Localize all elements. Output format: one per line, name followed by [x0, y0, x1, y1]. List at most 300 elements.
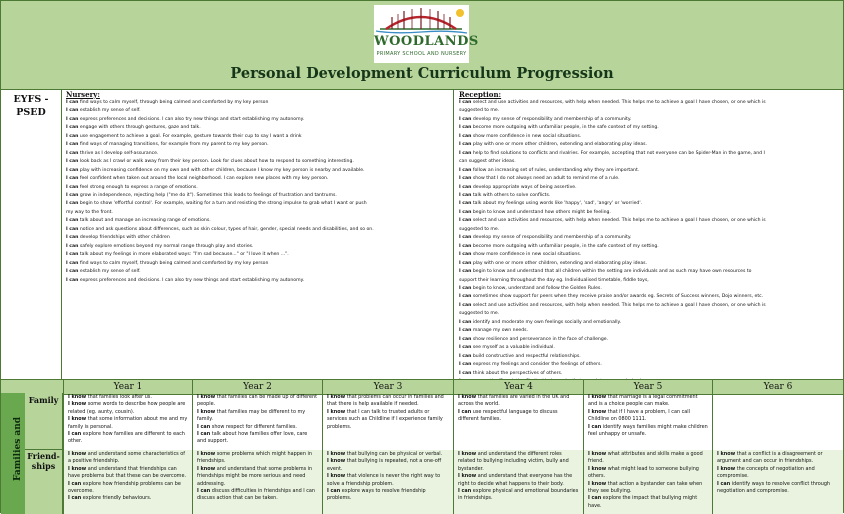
statement-text: find ways of managing transitions, for example from my parent to my key person.	[78, 142, 269, 148]
nursery-statement	[66, 217, 449, 225]
grid-cell-year-6	[712, 450, 843, 514]
statement-lead: I can	[459, 201, 472, 207]
cell-statement	[458, 451, 579, 473]
statement-lead: I can	[459, 142, 472, 148]
statement-text: find ways to calm myself, through being calmed and comforted by my key person	[78, 100, 269, 105]
friendships-row-label: Friend-ships	[27, 451, 60, 471]
cell-statement	[197, 424, 318, 431]
statement-text: establish my sense of self.	[78, 108, 141, 114]
cell-statement	[717, 466, 839, 481]
reception-statements	[459, 99, 839, 386]
statement-lead: I know	[588, 480, 607, 487]
cell-statement	[588, 481, 708, 496]
statement-lead: I know	[327, 451, 346, 457]
reception-statement	[459, 268, 839, 276]
statement-text: begin to know and understand that all children within the setting are individuals and as such may have own resources to	[471, 269, 752, 275]
cell-statement	[68, 495, 188, 502]
statement-lead: I can	[459, 294, 472, 300]
reception-statement	[459, 158, 839, 166]
statement-text: explore physical and emotional boundaries in friendships.	[458, 488, 579, 502]
statement-text: that bullying is repeated, not a one-off event.	[327, 458, 442, 472]
nursery-statement	[66, 268, 449, 276]
grid-cell-year-2	[192, 450, 322, 514]
reception-statement	[459, 107, 839, 115]
statement-lead: I can	[459, 269, 472, 275]
grid-cell-year-5	[583, 450, 712, 514]
statement-text: develop my sense of responsibility and membership of a community.	[471, 235, 632, 241]
statement-text: that families may be different to my family.	[197, 408, 306, 423]
statement-lead: I know	[68, 465, 87, 472]
nursery-statement	[66, 209, 449, 217]
statement-lead: I can	[458, 488, 472, 495]
statement-text: that action a bystander can take when they see bullying.	[588, 480, 703, 495]
statement-text: that families are varied in the UK and across the world.	[458, 394, 570, 408]
reception-statement	[459, 260, 839, 268]
page-title: Personal Development Curriculum Progression	[230, 65, 614, 82]
statement-text: express preferences and decisions. I can also try new things and start establishing my autonomy.	[78, 116, 305, 122]
statement-text: show more confidence in new social situations.	[471, 252, 582, 258]
statement-lead: I can	[459, 184, 472, 190]
statement-text: use engagement to achieve a goal. For example, gesture towards their cup to say I want a drink	[78, 133, 302, 139]
statement-lead: I know	[197, 451, 216, 457]
statement-lead: I can	[66, 269, 79, 275]
statement-text: grow in independence, rejecting help ("me do it"). Sometimes this leads to feelings of frustration and tantrums.	[78, 192, 337, 198]
cell-statement	[588, 495, 708, 510]
reception-statement	[459, 285, 839, 293]
statement-lead: I can	[459, 133, 472, 139]
statement-text: that violence is never the right way to solve a friendship problem.	[327, 473, 441, 487]
statement-text: identify ways families might make children feel unhappy or unsafe.	[588, 423, 708, 438]
reception-statement	[459, 361, 839, 369]
reception-statement	[459, 99, 839, 107]
statement-text: express preferences and decisions. I can also try new things and start establishing my autonomy.	[78, 277, 305, 283]
cell-statement	[458, 409, 579, 424]
cell-statement	[197, 409, 318, 424]
nursery-statement	[66, 200, 449, 208]
eyfs-label: EYFS - PSED	[13, 94, 49, 118]
statement-text: safely explore emotions beyond my normal range through play and stories.	[78, 243, 254, 249]
school-name: WOODLANDS	[374, 34, 479, 49]
statement-lead: I can	[459, 150, 472, 156]
statement-text: and understand that some problems in friendships might be more serious and need addressing.	[197, 465, 313, 487]
statement-text: suggested to me.	[459, 226, 500, 232]
statement-text: build constructive and respectful relationships.	[471, 353, 581, 359]
statement-text: some problems which might happen in friendships.	[197, 451, 312, 465]
cell-statement	[327, 451, 449, 458]
statement-lead: I can	[459, 370, 472, 376]
cell-statement	[458, 473, 579, 488]
statement-text: see myself as a valuable individual.	[471, 345, 555, 351]
statement-lead: I can	[197, 431, 211, 438]
statement-text: support their learning throughout the day eg. Individualised timetable, fiddle toys,	[459, 277, 649, 283]
statement-text: begin to know and understand how others might be feeling.	[471, 209, 611, 215]
reception-statement	[459, 141, 839, 149]
statement-lead: I can	[459, 336, 472, 342]
statement-text: explore friendly behaviours.	[81, 495, 152, 502]
nursery-statement	[66, 277, 449, 285]
statement-text: play with one or more other children, extending and elaborating play ideas.	[471, 142, 648, 148]
cell-statement	[197, 488, 318, 503]
statement-text: that bullying can be physical or verbal.	[345, 451, 443, 457]
nursery-statement	[66, 150, 449, 158]
reception-statement	[459, 209, 839, 217]
statement-lead: I can	[459, 243, 472, 249]
statement-text: use respectful language to discuss different families.	[458, 408, 558, 423]
statement-text: develop my sense of responsibility and membership of a community.	[471, 116, 632, 122]
statement-text: become more outgoing with unfamiliar people, in the safe context of my setting.	[471, 125, 659, 131]
statement-lead: I can	[459, 362, 472, 368]
grid-cell-year-2	[192, 393, 322, 450]
statement-text: begin to know, understand and follow the Golden Rules.	[471, 285, 602, 291]
grid-cell-year-1	[63, 393, 192, 450]
statement-lead: I know	[588, 408, 607, 415]
statement-lead: I can	[588, 423, 602, 430]
year-3-header: Year 3	[322, 380, 453, 394]
reception-statement	[459, 319, 839, 327]
statement-text: select and use activities and resources, with help when needed. This helps me to achieve a goal I have chosen, or one which is	[471, 100, 766, 105]
statement-text: begin to show 'effortful control'. For example, waiting for a turn and resisting the strong impulse to grab what I want or push	[78, 201, 367, 207]
cell-statement	[68, 481, 188, 496]
statement-lead: I can	[327, 488, 341, 495]
statement-text: discuss difficulties in friendships and I can discuss action that can be taken.	[197, 488, 316, 502]
statement-text: establish my sense of self.	[78, 269, 141, 275]
statement-lead: I can	[459, 116, 472, 122]
statement-text: that families look after us.	[86, 394, 152, 400]
statement-lead: I can	[66, 133, 79, 139]
statement-lead: I know	[197, 465, 216, 472]
cell-statement	[717, 451, 839, 466]
statement-lead: I know	[588, 394, 607, 400]
statement-lead: I can	[66, 235, 79, 241]
cell-statement	[197, 394, 318, 409]
reception-statement	[459, 133, 839, 141]
statement-lead: I can	[66, 201, 79, 207]
statement-lead: I know	[327, 458, 346, 465]
statement-text: show resilience and perseverance in the face of challenge.	[471, 336, 609, 342]
statement-lead: I know	[197, 394, 216, 400]
cell-statement	[327, 488, 449, 503]
reception-statement	[459, 277, 839, 285]
statement-lead: I can	[459, 328, 472, 334]
reception-statement	[459, 184, 839, 192]
statement-lead: I can	[459, 285, 472, 291]
statement-lead: I know	[68, 416, 87, 423]
reception-statement	[459, 251, 839, 259]
statement-lead: I can	[459, 209, 472, 215]
nursery-heading: Nursery:	[66, 90, 100, 99]
statement-text: talk about my feelings using words like 'happy', 'sad', 'angry' or 'worried'.	[471, 201, 643, 207]
reception-statement	[459, 370, 839, 378]
friendships-row-label-cell	[25, 450, 63, 514]
statement-text: that if I have a problem, I can call Childline on 0800 1111.	[588, 408, 691, 423]
statement-text: and understand that everyone has the right to decide what happens to their body.	[458, 473, 573, 487]
cell-statement	[327, 394, 449, 409]
statement-lead: I can	[66, 184, 79, 190]
friendships-row	[63, 450, 843, 514]
statement-text: that marriage is a legal commitment and is a choice people can make.	[588, 394, 698, 408]
statement-text: that I can talk to trusted adults or services such as Childline if I experience family problems.	[327, 408, 443, 430]
reception-heading: Reception:	[459, 90, 502, 99]
nursery-statement	[66, 234, 449, 242]
statement-text: talk about how families offer love, care and support.	[197, 431, 308, 445]
cell-statement	[68, 451, 188, 466]
nursery-statement	[66, 141, 449, 149]
statement-text: suggested to me.	[459, 311, 500, 317]
statement-lead: I can	[459, 100, 472, 105]
statement-text: and understand some characteristics of a positive friendship.	[68, 451, 185, 465]
statement-lead: I can	[66, 108, 79, 114]
nursery-statement	[66, 167, 449, 175]
reception-statement	[459, 293, 839, 301]
nursery-statement	[66, 184, 449, 192]
grid-cell-year-6	[712, 393, 843, 450]
statement-lead: I can	[459, 176, 472, 182]
statement-lead: I can	[66, 218, 79, 224]
statement-text: show respect for different families.	[210, 423, 297, 430]
statement-text: suggested to me.	[459, 108, 500, 114]
statement-text: explore ways to resolve friendship problems.	[327, 488, 426, 502]
nursery-statement	[66, 260, 449, 268]
statement-lead: I can	[197, 423, 211, 430]
nursery-statements	[66, 99, 449, 285]
year-5-header: Year 5	[583, 380, 712, 394]
statement-text: talk with others to solve conflicts.	[471, 192, 551, 198]
reception-statement	[459, 175, 839, 183]
statement-text: play with increasing confidence on my own and with other children, because I know my key person is nearby and available.	[78, 167, 365, 173]
statement-lead: I know	[68, 394, 87, 400]
nursery-statement	[66, 175, 449, 183]
statement-lead: I can	[459, 319, 472, 325]
reception-statement	[459, 344, 839, 352]
statement-lead: I can	[68, 431, 82, 438]
statement-text: what attributes and skills make a good friend.	[588, 451, 703, 465]
statement-lead: I can	[66, 159, 79, 165]
nursery-statement	[66, 107, 449, 115]
statement-text: develop friendships with other children	[78, 235, 170, 241]
statement-lead: I know	[327, 408, 346, 415]
year-4-header: Year 4	[453, 380, 583, 394]
statement-text: select and use activities and resources, with help when needed. This helps me to achieve a goal I have chosen, or one which is	[471, 302, 766, 308]
statement-text: play with one or more other children, extending and elaborating play ideas.	[471, 260, 648, 266]
statement-text: think about the perspectives of others.	[471, 370, 563, 376]
statement-lead: I know	[458, 451, 477, 457]
grid-cell-year-4	[453, 450, 583, 514]
statement-lead: I can	[459, 353, 472, 359]
reception-statement	[459, 310, 839, 318]
statement-text: feel confident when taken out around the local neighborhood. I can explore new places with my key person.	[78, 176, 329, 182]
statement-text: and understand that friendships can have problems but that these can be overcome.	[68, 465, 187, 480]
nursery-statement	[66, 243, 449, 251]
statement-lead: I can	[66, 142, 79, 148]
statement-lead: I can	[66, 150, 79, 156]
statement-text: explore how friendship problems can be overcome.	[68, 480, 181, 495]
statement-lead: I know	[588, 465, 607, 472]
statement-text: express my feelings and consider the feelings of others.	[471, 362, 602, 368]
cell-statement	[588, 466, 708, 481]
grid-cell-year-4	[453, 393, 583, 450]
school-subtitle: PRIMARY SCHOOL AND NURSERY	[376, 51, 467, 57]
cell-statement	[588, 451, 708, 466]
nursery-statement	[66, 99, 449, 107]
statement-text: sometimes show support for peers when they receive praise and/or awards eg. Secrets of Success winners, Dojo winners, etc.	[471, 294, 764, 300]
statement-lead: I can	[459, 252, 472, 258]
year-6-header: Year 6	[712, 380, 843, 394]
cell-statement	[588, 394, 708, 409]
statement-text: manage my own needs.	[471, 328, 529, 334]
nursery-cell	[62, 89, 454, 379]
statement-text: talk about and manage an increasing range of emotions.	[78, 218, 211, 224]
statement-text: that families can be made up of different people.	[197, 394, 318, 408]
statement-text: thrive as I develop self-assurance.	[78, 150, 159, 156]
nursery-statement	[66, 158, 449, 166]
reception-statement	[459, 226, 839, 234]
cell-statement	[458, 394, 579, 409]
reception-statement	[459, 336, 839, 344]
grid-cell-year-3	[322, 393, 453, 450]
statement-lead: I can	[459, 218, 472, 224]
statement-text: identify ways to resolve conflict through negotiation and compromise.	[717, 480, 831, 495]
statement-lead: I can	[66, 116, 79, 122]
statement-lead: I can	[717, 480, 731, 487]
statement-lead: I can	[66, 192, 79, 198]
statement-lead: I can	[459, 192, 472, 198]
statement-lead: I know	[458, 473, 477, 480]
nursery-statement	[66, 226, 449, 234]
cell-statement	[197, 451, 318, 466]
cell-statement	[327, 409, 449, 431]
year-2-header: Year 2	[192, 380, 322, 394]
reception-statement	[459, 217, 839, 225]
nursery-statement	[66, 124, 449, 132]
statement-text: that a conflict is a disagreement or argument and can occur in friendships.	[717, 451, 823, 465]
statement-lead: I know	[197, 408, 216, 415]
cell-statement	[197, 466, 318, 488]
statement-text: can suggest other ideas.	[459, 159, 516, 165]
statement-text: notice and ask questions about differences, such as skin colour, types of hair, gender, special needs and disabilities, and so on.	[78, 226, 374, 232]
statement-text: explore the impact that bullying might have.	[588, 495, 698, 509]
cell-statement	[68, 466, 188, 481]
statement-lead: I can	[459, 302, 472, 308]
cell-statement	[68, 416, 188, 431]
statement-text: find ways to calm myself, through being calmed and comforted by my key person	[78, 260, 269, 266]
statement-text: select and use activities and resources, with help when needed. This helps me to achieve a goal I have chosen, or one which is	[471, 218, 766, 224]
header-banner	[1, 1, 843, 90]
statement-lead: I can	[459, 235, 472, 241]
nursery-statement	[66, 251, 449, 259]
nursery-statement	[66, 192, 449, 200]
statement-lead: I can	[66, 167, 79, 173]
statement-text: follow an increasing set of rules, understanding why they are important.	[471, 167, 640, 173]
statement-text: my way to the front.	[66, 209, 113, 215]
cell-statement	[68, 401, 188, 416]
statement-lead: I can	[66, 277, 79, 283]
category-label: Families and	[13, 416, 23, 481]
statement-lead: I know	[588, 451, 607, 457]
nursery-statement	[66, 116, 449, 124]
family-row	[63, 393, 843, 451]
statement-lead: I can	[66, 125, 79, 131]
reception-statement	[459, 150, 839, 158]
cell-statement	[68, 394, 188, 401]
statement-lead: I can	[66, 260, 79, 266]
statement-lead: I can	[66, 243, 79, 249]
family-row-label-cell	[25, 393, 63, 450]
statement-text: talk about my feelings in more elaborated ways: "I'm sad because..." or "I love it when ...".	[78, 252, 289, 258]
cell-statement	[327, 473, 449, 488]
statement-lead: I can	[66, 252, 79, 258]
statement-text: show more confidence in new social situations.	[471, 133, 582, 139]
statement-lead: I can	[66, 226, 79, 232]
statement-text: that problems can occur in families and that there is help available if needed.	[327, 394, 444, 408]
reception-statement	[459, 167, 839, 175]
reception-statement	[459, 327, 839, 335]
cell-statement	[588, 424, 708, 439]
cell-statement	[717, 481, 839, 496]
statement-lead: I know	[717, 451, 736, 457]
reception-statement	[459, 124, 839, 132]
statement-lead: I can	[458, 408, 472, 415]
statement-lead: I know	[717, 465, 736, 472]
statement-lead: I can	[459, 345, 472, 351]
nursery-statement	[66, 133, 449, 141]
statement-lead: I can	[459, 260, 472, 266]
eyfs-label-cell	[1, 89, 62, 379]
statement-text: identify and moderate my own feelings socially and emotionally.	[471, 319, 622, 325]
statement-lead: I can	[66, 176, 79, 182]
statement-lead: I can	[197, 488, 211, 495]
statement-text: help to find solutions to conflicts and rivalries. For example, accepting that not everyone can be Spider-Man in the game, and I	[471, 150, 765, 156]
statement-lead: I can	[68, 495, 82, 502]
grid-cell-year-5	[583, 393, 712, 450]
statement-lead: I can	[66, 100, 79, 105]
statement-lead: I know	[68, 401, 87, 408]
grid-cell-year-1	[63, 450, 192, 514]
statement-text: develop appropriate ways of being assertive.	[471, 184, 577, 190]
reception-statement	[459, 192, 839, 200]
cell-statement	[327, 458, 449, 473]
school-logo	[374, 5, 479, 63]
year-1-header: Year 1	[63, 380, 192, 394]
statement-lead: I can	[459, 125, 472, 131]
statement-text: what might lead to someone bullying others.	[588, 465, 699, 480]
grid-cell-year-3	[322, 450, 453, 514]
family-row-label: Family	[28, 395, 59, 405]
statement-lead: I know	[458, 394, 477, 400]
reception-statement	[459, 200, 839, 208]
statement-lead: I know	[327, 394, 346, 400]
reception-statement	[459, 116, 839, 124]
statement-text: feel strong enough to express a range of emotions.	[78, 184, 198, 190]
statement-lead: I know	[68, 451, 87, 457]
statement-text: show that I do not always need an adult to remind me of a rule.	[471, 176, 620, 182]
statement-text: engage with others through gestures, gaze and talk.	[78, 125, 201, 131]
statement-text: explore how families are different to each other.	[68, 431, 185, 445]
statement-lead: I can	[588, 495, 602, 502]
reception-statement	[459, 302, 839, 310]
statement-lead: I know	[327, 473, 346, 480]
statement-lead: I can	[68, 480, 82, 487]
statement-text: and understand the different roles related to bullying including victim, bully and bystander.	[458, 451, 569, 472]
cell-statement	[197, 431, 318, 446]
statement-text: look back as I crawl or walk away from their key person. Look for clues about how to respond to something interesting.	[78, 159, 354, 165]
reception-statement	[459, 353, 839, 361]
statement-text: some words to describe how people are related (eg. aunty, cousin).	[68, 401, 186, 415]
cell-statement	[458, 488, 579, 503]
reception-statement	[459, 243, 839, 251]
statement-text: that some information about me and my family is personal.	[68, 416, 188, 430]
reception-cell	[455, 89, 843, 379]
reception-statement	[459, 234, 839, 242]
